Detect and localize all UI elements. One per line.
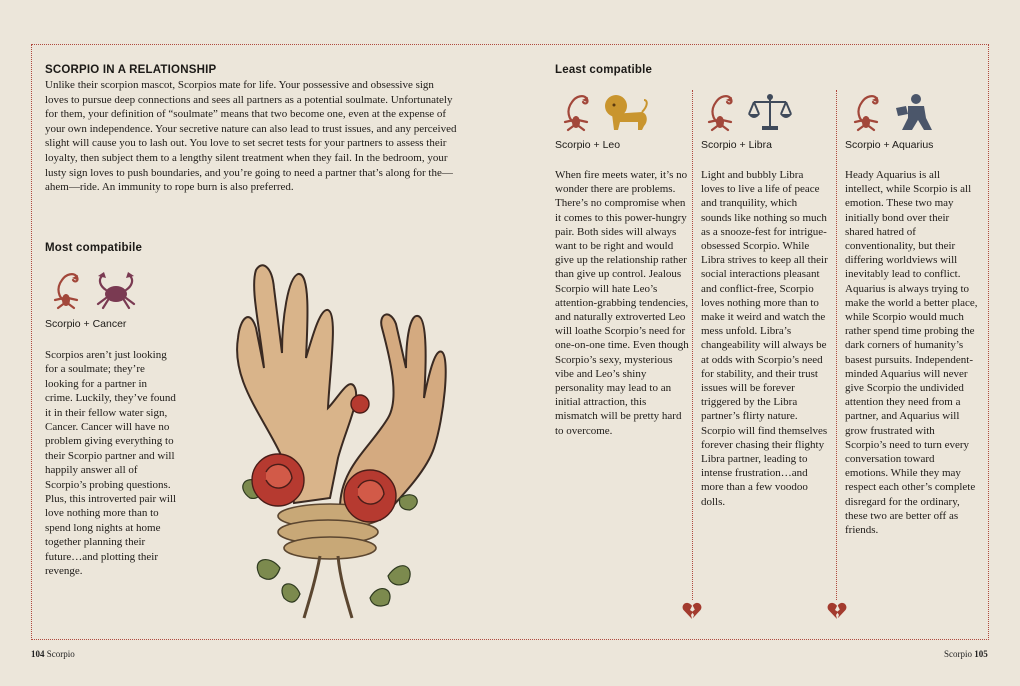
leo-paragraph: When fire meets water, it’s no wonder there are problems. There’s no compromise when it comes to this power-hungry pair. Both sides will always want to be right and would give up the relationship rather than give up control. Jealous Scorpio will hate Leo’s attention-grabbing tendencies, and naturally extroverted Leo will loathe Scorpio’s need for one-on-one time. Even though Scorpio’s sexy, mysterious vibe and Leo’s shiny personality may lead to an initial attraction, this mismatch will be pretty hard to overcome. [555,169,689,437]
folio-right [944,649,988,659]
intro-paragraph: Unlike their scorpion mascot, Scorpios mate for life. Your possessive and obsessive sign loves to pursue deep connections and sees all partners as a potential soulmate. Unfortunately for them, your definition of “soulmate” means that two become one, even at the expense of your own independence. Your secretive nature can also lead to trust issues, and any perceived slight will cause you to lash out. You love to set secret tests for your partners to assess their loyalty, then subject them to a lengthy silent treatment when they fail. In the bedroom, your lusty sign loves to push boundaries, and you’re going to need a partner that’s along for the—ahem—ride. An immunity to rope burn is also preferred. [45,79,457,194]
water-bearer-icon [894,92,936,134]
page-number-right: 105 [974,649,988,659]
crab-icon [94,270,138,310]
page-number-left: 104 [31,649,45,659]
folio-label-right: Scorpio [944,649,972,659]
hands-roses-illustration [220,258,460,628]
broken-heart-icon [827,602,847,620]
aquarius-paragraph: Heady Aquarius is all intellect, while Scorpio is all emotion. These two may initially bond over their shared hatred of conventionality, but their differing worldviews will inevitably lead to conflict. Aquarius is always trying to make the world a better place, while Scorpio would much rather spend time probing the dark corners of humanity’s basest pursuits. Independent-minded Aquarius will never give Scorpio the undivided attention they need from a partner, and Aquarius will grow frustrated with Scorpio’s need to turn every conversation toward emotions. While they may respect each other’s complete disregard for the ordinary, these two are better off as friends. [845,169,978,537]
pair-label-leo: Scorpio + Leo [555,139,621,151]
scales-icon [748,92,792,132]
scorpion-icon [50,268,84,312]
least-compatible-heading: Least compatible [555,64,653,76]
pair-label-cancer: Scorpio + Cancer [45,318,127,330]
libra-paragraph: Light and bubbly Libra loves to live a life of peace and tranquility, which sounds like nothing so much as a snooze-fest for intrigue-obsessed Scorpio. While Libra strives to keep all their social interactions pleasant and conflict-free, Scorpio loves nothing more than to make it weird and watch the mess unfold. Libra’s changeability will always be at odds with Scorpio’s need for stability, and their trust issues will be forever triggered by the Libra partner’s flirty nature. Scorpio will find themselves forever chasing their flighty Libra partner, leading to intense frustration…and more than a few voodoo dolls. [701,169,828,508]
scorpion-icon [850,90,884,134]
pair-label-aquarius: Scorpio + Aquarius [845,139,934,151]
column-divider [836,90,837,600]
pair-label-libra: Scorpio + Libra [701,139,772,151]
folio-label-left: Scorpio [46,649,75,659]
broken-heart-icon [682,602,702,620]
section-title: SCORPIO IN A RELATIONSHIP [45,64,217,76]
column-divider [692,90,693,600]
cancer-paragraph: Scorpios aren’t just looking for a soulmate; they’re looking for a partner in crime. Luckily, they’ve found it in their fellow water sign, Cancer. Cancer will have no problem giving everything to their Scorpio partner and will happily answer all of Scorpio’s probing questions. Plus, this introverted pair will love nothing more than to spend long nights at home together planning their future…and plotting their revenge. [45,349,177,578]
most-compatible-heading: Most compatibile [45,242,143,254]
scorpion-icon [704,90,738,134]
scorpion-icon [560,90,594,134]
folio-left [31,649,75,659]
lion-icon [602,92,650,132]
